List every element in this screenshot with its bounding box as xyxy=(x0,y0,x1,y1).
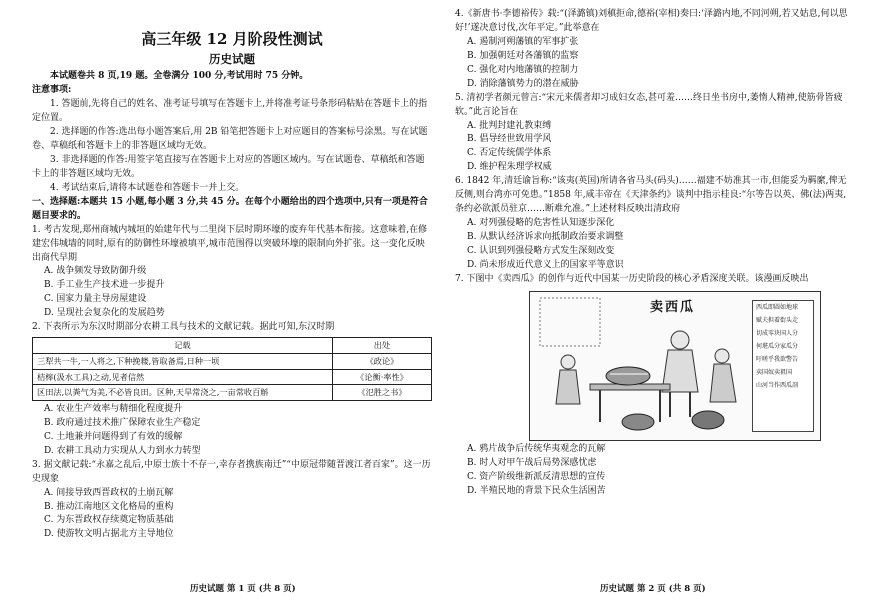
option-b[interactable]: B. 政府通过技术推广保障农业生产稳定 xyxy=(44,417,201,428)
question-5 xyxy=(455,92,850,176)
cartoon-title: 卖西瓜 xyxy=(650,299,696,315)
table-cell: 区田法,以粪气为美,不必皆良田。区种,天旱常浇之,一亩常收百斛 xyxy=(33,385,333,401)
table-cell: 《政论》 xyxy=(333,353,432,369)
option-b[interactable]: B. 时人对甲午战后局势深感忧虑 xyxy=(467,457,597,468)
option-d[interactable]: D. 尚未形成近代意义上的国家平等意识 xyxy=(467,259,624,270)
note-item: 3. 非选择题的作答:用签字笔直接写在答题卡上对应的答题区域内。写在试题卷、草稿纸和答题卡上的非答题区域均无效。 xyxy=(32,154,425,179)
option-b[interactable]: B. 推动江南地区文化格局的重构 xyxy=(44,501,174,512)
question-stem: 3. 据文献记载:“永嘉之乱后,中原士族十不存一,幸存者携族南迁”“中原冠带随晋渡江者百家”。这一历史现象 xyxy=(32,459,431,484)
option-a[interactable]: A. 批判封建礼教束缚 xyxy=(467,120,552,131)
exam-subtitle: 历史试题 xyxy=(209,51,255,66)
question-4 xyxy=(455,8,850,92)
exam-info: 本试题卷共 8 页,19 题。全卷满分 100 分,考试用时 75 分钟。 xyxy=(50,71,309,82)
exam-title: 高三年级 12 月阶段性测试 xyxy=(141,30,323,48)
option-c[interactable]: C. 认识到列强侵略方式发生深刻改变 xyxy=(467,245,615,256)
page-footer-right: 历史试题 第 2 页 (共 8 页) xyxy=(600,584,706,594)
option-c[interactable]: C. 为东晋政权存续奠定物质基础 xyxy=(44,515,174,526)
question-3 xyxy=(32,459,432,543)
option-b[interactable]: B. 倡导经世致用学风 xyxy=(467,134,552,145)
left-column xyxy=(32,30,432,542)
option-d[interactable]: D. 呈现社会复杂化的发展趋势 xyxy=(44,308,165,319)
question-7 xyxy=(455,273,850,499)
caption-line: 西瓜即圆如地球 xyxy=(756,303,799,311)
source-table xyxy=(32,337,432,401)
option-a[interactable]: A. 遏制河朔藩镇的军事扩张 xyxy=(467,36,579,47)
caption-line: 卖国奴卖祖国 xyxy=(756,368,793,376)
table-cell: 《氾胜之书》 xyxy=(333,385,432,401)
question-2 xyxy=(32,321,432,459)
caption-line: 吁嗟乎我欲警告 xyxy=(756,355,799,363)
option-d[interactable]: D. 消除藩镇势力的潜在威胁 xyxy=(467,78,579,89)
question-stem: 6. 1842 年,清廷谕旨称:“该夷(英国)所请各省马头(码头)……福建不妨准其一市,但能妥为羁縻,俾无反侧,则台湾亦可免患。”1858 年,咸丰帝在《天津条约》谈判中指示桂良:“尔等告以英、佛(法)两夷,条约必欲派员驻京……断难允准。”上述材料反映出清政府 xyxy=(455,176,847,215)
question-stem: 4.《新唐书·李德裕传》载:“(泽潞镇)刘稹拒命,德裕(宰相)奏曰:‘泽潞内地,不同河朔,若又姑息,何以思好!’遂决意讨伐,次年平定。”此举意在 xyxy=(455,9,848,33)
option-c[interactable]: C. 国家力量主导房屋建设 xyxy=(44,294,147,305)
table-row xyxy=(33,369,432,385)
table-row xyxy=(33,353,432,369)
option-b[interactable]: B. 从默认经济诉求向抵制政治要求调整 xyxy=(467,232,624,242)
question-6 xyxy=(455,175,850,273)
table-row xyxy=(33,385,432,401)
option-d[interactable]: D. 半殖民地的背景下民众生活困苦 xyxy=(467,485,606,496)
caption-line: 山河当作西瓜剖 xyxy=(756,381,799,389)
option-c[interactable]: C. 资产阶级维新派反清思想的宣传 xyxy=(467,471,606,482)
option-a[interactable]: A. 鸦片战争后传统华夷观念的瓦解 xyxy=(467,443,606,454)
option-a[interactable]: A. 间接导致西晋政权的土崩瓦解 xyxy=(44,487,174,498)
option-c[interactable]: C. 土地兼并问题得到了有效的缓解 xyxy=(44,431,183,442)
question-stem: 7. 下图中《卖西瓜》的创作与近代中国某一历史阶段的核心矛盾深度关联。该漫画反映出 xyxy=(455,273,809,284)
question-stem: 1. 考古发现,郑州商城内城垣的始建年代与二里岗下层时期环壕的废弃年代基本衔接。这意味着,在修建宏伟城墙的同时,原有的防御性环壕被填平,城市范围得以突破环壕的限制向外扩张。这一变化反映出商代早期 xyxy=(32,224,428,263)
option-a[interactable]: A. 农业生产效率与精细化程度提升 xyxy=(44,403,183,414)
option-a[interactable]: A. 对列强侵略的危害性认知逐步深化 xyxy=(467,218,615,229)
notes-heading: 注意事项: xyxy=(32,85,72,96)
question-1 xyxy=(32,224,432,322)
table-cell: 桔槔(汲水工具)之动,见者信然 xyxy=(33,369,333,385)
note-item: 2. 选择题的作答:选出每小题答案后,用 2B 铅笔把答题卡上对应题目的答案标号涂黑。写在试题卷、草稿纸和答题卡上的非答题区域均无效。 xyxy=(32,127,428,151)
right-column xyxy=(455,8,850,499)
caption-line: 赋夫担着街头走 xyxy=(756,316,799,324)
option-d[interactable]: D. 使游牧文明占据北方主导地位 xyxy=(44,529,174,540)
cartoon-image xyxy=(529,291,821,441)
table-cell: 三犁共一牛,一人将之,下种挽耧,皆取备焉,日种一顷 xyxy=(33,353,333,369)
note-item: 4. 考试结束后,请将本试题卷和答题卡一并上交。 xyxy=(50,182,245,193)
option-d[interactable]: D. 维护程朱理学权威 xyxy=(467,162,552,173)
cartoon-caption xyxy=(752,300,814,432)
option-b[interactable]: B. 手工业生产技术进一步提升 xyxy=(44,280,165,291)
page-footer-left: 历史试题 第 1 页 (共 8 页) xyxy=(190,584,296,594)
table-header-source: 出处 xyxy=(333,338,432,354)
option-a[interactable]: A. 战争频发导致防御升级 xyxy=(44,266,147,277)
caption-line: 切成零块国人分 xyxy=(756,329,799,337)
question-stem: 2. 下表所示为东汉时期部分农耕工具与技术的文献记载。据此可知,东汉时期 xyxy=(32,322,335,333)
question-stem: 5. 清初学者颜元曾言:“宋元来儒者却习成妇女态,甚可羞……终日坐书房中,萎惰人精神,使筋骨皆疲软。”此言论旨在 xyxy=(455,92,843,117)
note-item: 1. 答题前,先将自己的姓名、准考证号填写在答题卡上,并将准考证号条形码粘贴在答题卡上的指定位置。 xyxy=(32,99,428,124)
caption-line: 何堪瓜分家瓜分 xyxy=(756,342,799,350)
section-heading: 一、选择题:本题共 15 小题,每小题 3 分,共 45 分。在每个小题给出的四个选项中,只有一项是符合题目要求的。 xyxy=(32,196,428,221)
option-b[interactable]: B. 加强朝廷对各藩镇的监察 xyxy=(467,50,579,61)
table-header-record: 记载 xyxy=(33,338,333,354)
option-c[interactable]: C. 强化对内地藩镇的控制力 xyxy=(467,64,579,75)
table-cell: 《论衡·率性》 xyxy=(333,369,432,385)
option-c[interactable]: C. 否定传统儒学体系 xyxy=(467,148,552,159)
option-d[interactable]: D. 农耕工具动力实现从人力到水力转型 xyxy=(44,445,201,456)
